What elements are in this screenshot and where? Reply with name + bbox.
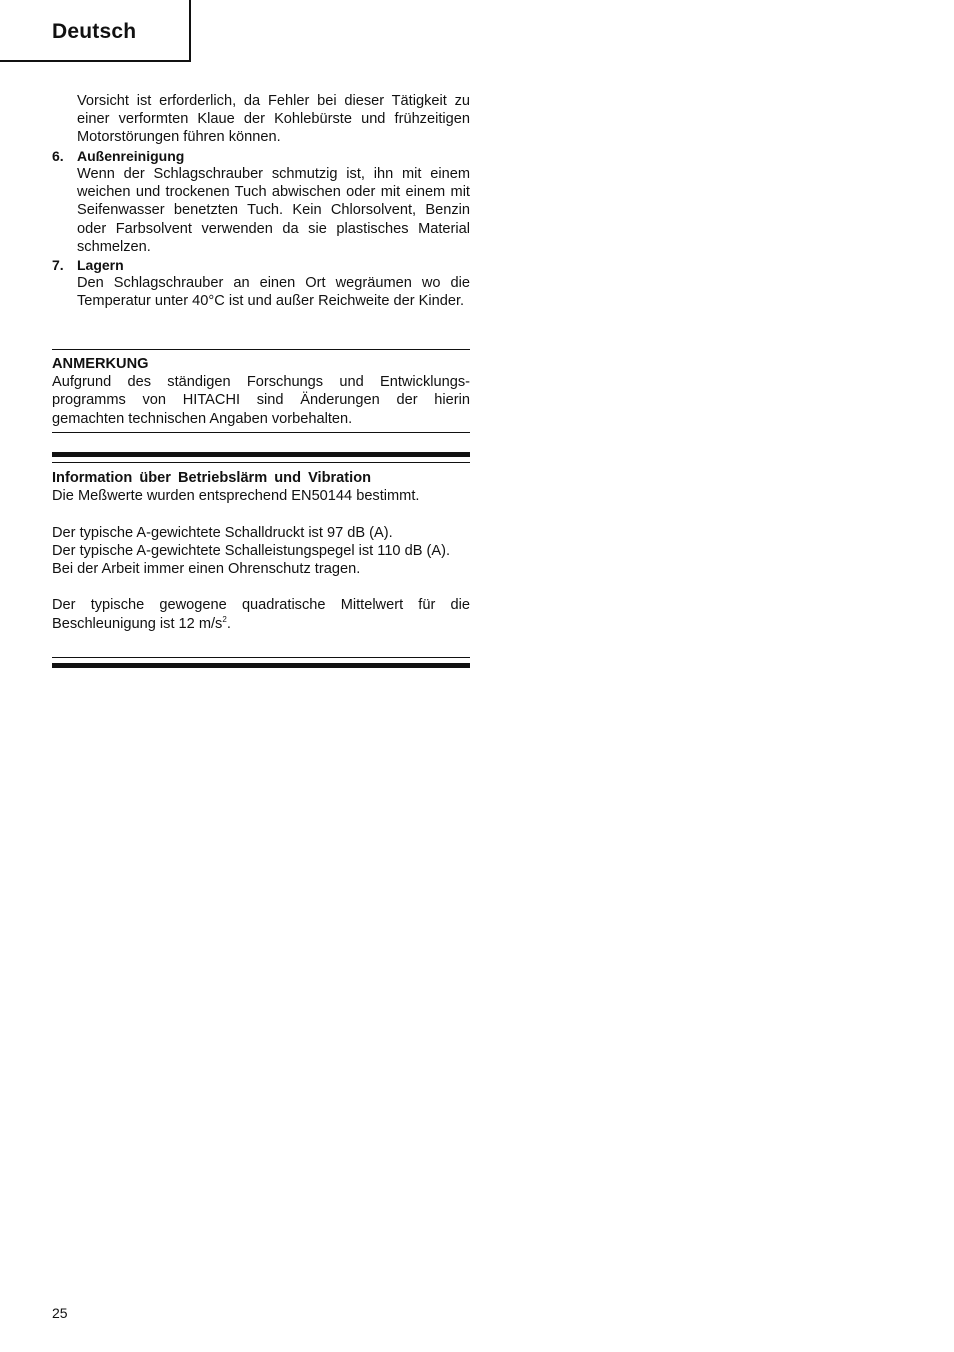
sound-power-line: Der typische A-gewichtete Schalleistungspegel ist 110 dB (A). — [52, 542, 451, 559]
note-bottom-rule — [52, 432, 470, 433]
page-number: 25 — [52, 1305, 68, 1321]
language-tab — [0, 0, 191, 62]
note-top-rule — [52, 349, 470, 350]
item-6-title: Außenreinigung — [77, 148, 185, 164]
sound-pressure-line: Der typische A-gewichtete Schalldruckt ist 97 dB (A). — [52, 524, 393, 541]
note-body: Aufgrund des ständigen Forschungs und Entwicklungs-programms von HITACHI sind Änderungen der hierin gemachten technischen Angaben vorbehalten. — [52, 374, 470, 427]
intro-continuation-text: Vorsicht ist erforderlich, da Fehler bei dieser Tätigkeit zu einer verformten Klaue der Kohlebürste und frühzeitigen Motorstörungen führen können. — [77, 93, 470, 146]
vibration-exponent: 2 — [222, 614, 227, 624]
noise-bottom-thin-rule — [52, 657, 470, 658]
item-6-body: Wenn der Schlagschrauber schmutzig ist, ihn mit einem weichen und trockenen Tuch abwischen oder mit einem mit Seifenwasser benetzten Tuch. Kein Chlorsolvent, Benzin oder Farbsolvent verwenden da sie plastisches Material schmelzen. — [77, 166, 470, 255]
item-7-title: Lagern — [77, 257, 124, 273]
noise-info-block — [52, 469, 470, 633]
noise-top-thin-rule — [52, 462, 470, 463]
ear-protection-line: Bei der Arbeit immer einen Ohrenschutz tragen. — [52, 561, 361, 577]
noise-measure-line: Die Meßwerte wurden entsprechend EN50144 bestimmt. — [52, 488, 420, 505]
language-label: Deutsch — [52, 20, 137, 43]
item-7-body: Den Schlagschrauber an einen Ort wegräumen wo die Temperatur unter 40°C ist und außer Reichweite der Kinder. — [77, 275, 470, 310]
item-6-number: 6. — [52, 148, 64, 164]
item-7-number: 7. — [52, 257, 64, 273]
vibration-text: Der typische gewogene quadratische Mittelwert für die Beschleunigung ist 12 m/s — [52, 597, 470, 632]
noise-top-thick-rule — [52, 452, 470, 457]
noise-bottom-thick-rule — [52, 663, 470, 668]
note-title: ANMERKUNG — [52, 356, 149, 372]
vibration-end: . — [226, 615, 231, 632]
note-block — [52, 355, 470, 428]
noise-info-title: Information über Betriebslärm und Vibration — [52, 470, 372, 486]
vibration-line — [52, 596, 470, 632]
